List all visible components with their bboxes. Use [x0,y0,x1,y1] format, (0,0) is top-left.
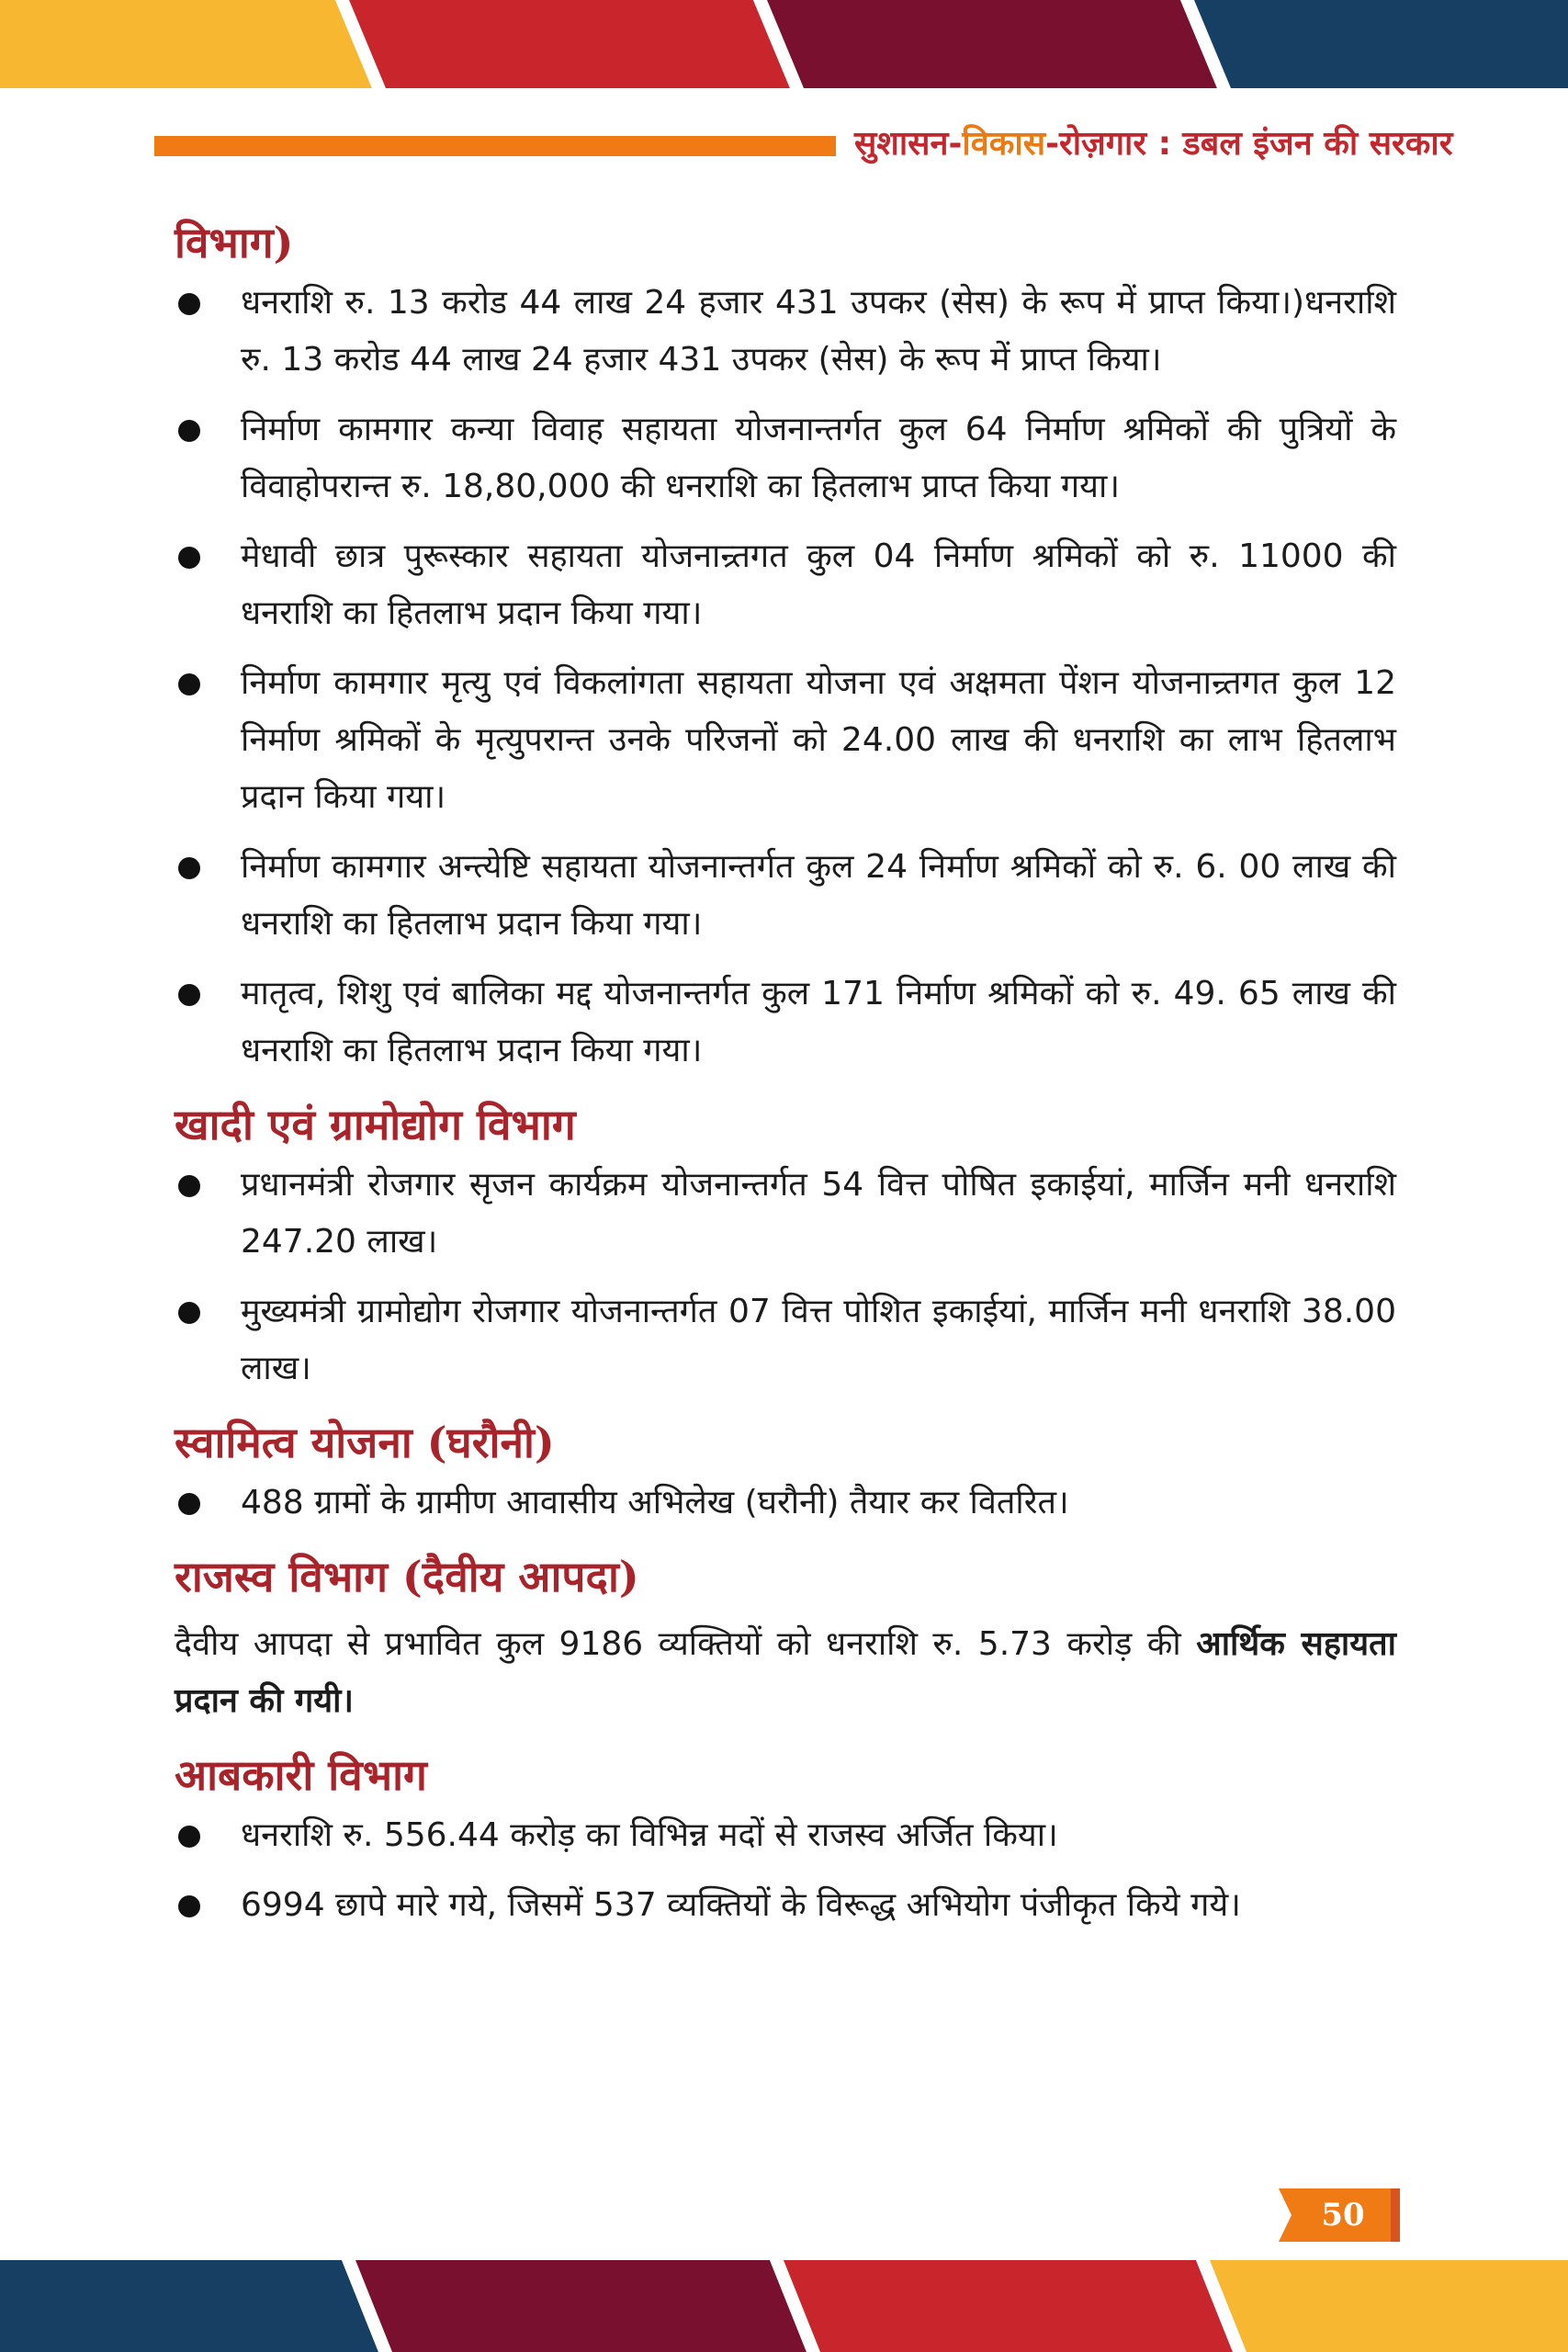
band-maroon-stripe [355,2260,807,2352]
band-yellow-stripe [0,0,372,88]
list-item [175,839,1396,953]
bullet-dot-icon [178,293,200,315]
bullet-dot-icon [178,1493,200,1515]
header-title-part3: -रोज़गार : [1045,125,1183,163]
bullet-dot-icon [178,547,200,569]
section-swamitva [175,1410,1396,1532]
paragraph-bold-text: आर्थिक सहायता प्रदान की गयी। [175,1625,1396,1720]
bullet-dot-icon [178,1302,200,1324]
list-item [175,401,1396,515]
bullet-dot-icon [178,1895,200,1917]
band-navy-stripe [1194,0,1568,88]
bullet-dot-icon [178,673,200,695]
section-heading: राजस्व विभाग (दैवीय आपदा) [175,1552,639,1601]
list-item-text: निर्माण कामगार अन्त्येष्टि सहायता योजनान्तर्गत कुल 24 निर्माण श्रमिकों को रु. 6. 00 लाख की धनराशि का हितलाभ प्रदान किया गया। [241,848,1396,943]
list-item-text: प्रधानमंत्री रोजगार सृजन कार्यक्रम योजनान्तर्गत 54 वित्त पोषित इकाईयां, मार्जिन मनी धनराशि 247.20 लाख। [241,1166,1396,1261]
list-item-text: 6994 छापे मारे गये, जिसमें 537 व्यक्तियों के विरूद्ध अभियोग पंजीकृत किये गये। [241,1886,1241,1924]
list-item [175,275,1396,389]
bullet-dot-icon [178,1175,200,1197]
list-item-text: 488 ग्रामों के ग्रामीण आवासीय अभिलेख (घरौनी) तैयार कर वितरित। [241,1484,1069,1521]
bullet-list [175,275,1396,1080]
section-heading: आबकारी विभाग [175,1750,427,1800]
bullet-dot-icon [178,984,200,1006]
list-item [175,528,1396,642]
bottom-decorative-band [0,2260,1568,2352]
section-heading: स्वामित्व योजना (घरौनी) [175,1418,555,1467]
section-paragraph [175,1616,1396,1730]
list-item-text: धनराशि रु. 556.44 करोड़ का विभिन्न मदों से राजस्व अर्जित किया। [241,1816,1058,1854]
list-item-text: मेधावी छात्र पुरूस्कार सहायता योजनान्र्तगत कुल 04 निर्माण श्रमिकों को रु. 11000 की धनराशि का हितलाभ प्रदान किया गया। [241,537,1396,632]
list-item [175,1807,1396,1864]
band-maroon-stripe [767,0,1217,88]
header-orange-rule [154,136,836,156]
bullet-dot-icon [178,420,200,442]
bullet-dot-icon [178,857,200,879]
list-item [175,1877,1396,1934]
section-heading: खादी एवं ग्रामोद्योग विभाग [175,1100,576,1149]
section-khadi [175,1092,1396,1397]
bullet-list [175,1475,1396,1532]
band-yellow-stripe [1210,2260,1568,2352]
band-red-stripe [784,2260,1233,2352]
band-navy-stripe [0,2260,378,2352]
list-item [175,655,1396,826]
bullet-dot-icon [178,1826,200,1848]
bullet-list [175,1157,1396,1397]
list-item-text: निर्माण कामगार मृत्यु एवं विकलांगता सहायता योजना एवं अक्षमता पेंशन योजनान्र्तगत कुल 12 निर्माण श्रमिकों के मृत्युपरान्त उनके परिजनों को 24.00 लाख की धनराशि का लाभ हितलाभ प्रदान किया गया। [241,664,1396,816]
page-number: 50 [1321,2197,1365,2233]
header-title-part4: डबल इंजन की सरकार [1182,125,1453,163]
list-item [175,966,1396,1080]
header-title-part2: विकास [962,125,1046,163]
band-red-stripe [349,0,790,88]
page-number-tab [1279,2188,1407,2242]
section-revenue [175,1544,1396,1730]
list-item [175,1475,1396,1532]
page-content [175,207,1396,1947]
section-labour-department [175,210,1396,1080]
list-item-text: धनराशि रु. 13 करोड 44 लाख 24 हजार 431 उपकर (सेस) के रूप में प्राप्त किया।)धनराशि रु. 13 करोड 44 लाख 24 हजार 431 उपकर (सेस) के रूप में प्राप्त किया। [241,284,1396,379]
header-title-part1: सुशासन- [854,125,963,163]
top-decorative-band [0,0,1568,88]
paragraph-text: दैवीय आपदा से प्रभावित कुल 9186 व्यक्तियों को धनराशि रु. 5.73 करोड़ की [175,1625,1197,1663]
list-item [175,1157,1396,1271]
list-item [175,1283,1396,1397]
section-excise [175,1743,1396,1934]
section-heading: विभाग) [175,218,294,267]
list-item-text: मुख्यमंत्री ग्रामोद्योग रोजगार योजनान्तर्गत 07 वित्त पोशित इकाईयां, मार्जिन मनी धनराशि 38.00 लाख। [241,1293,1396,1387]
list-item-text: मातृत्व, शिशु एवं बालिका मद्द योजनान्तर्गत कुल 171 निर्माण श्रमिकों को रु. 49. 65 लाख की धनराशि का हितलाभ प्रदान किया गया। [241,975,1396,1069]
bullet-list [175,1807,1396,1934]
header-title [854,121,1453,167]
list-item-text: निर्माण कामगार कन्या विवाह सहायता योजनान्तर्गत कुल 64 निर्माण श्रमिकों की पुत्रियों के विवाहोपरान्त रु. 18,80,000 की धनराशि का हितलाभ प्राप्त किया गया। [241,411,1396,505]
